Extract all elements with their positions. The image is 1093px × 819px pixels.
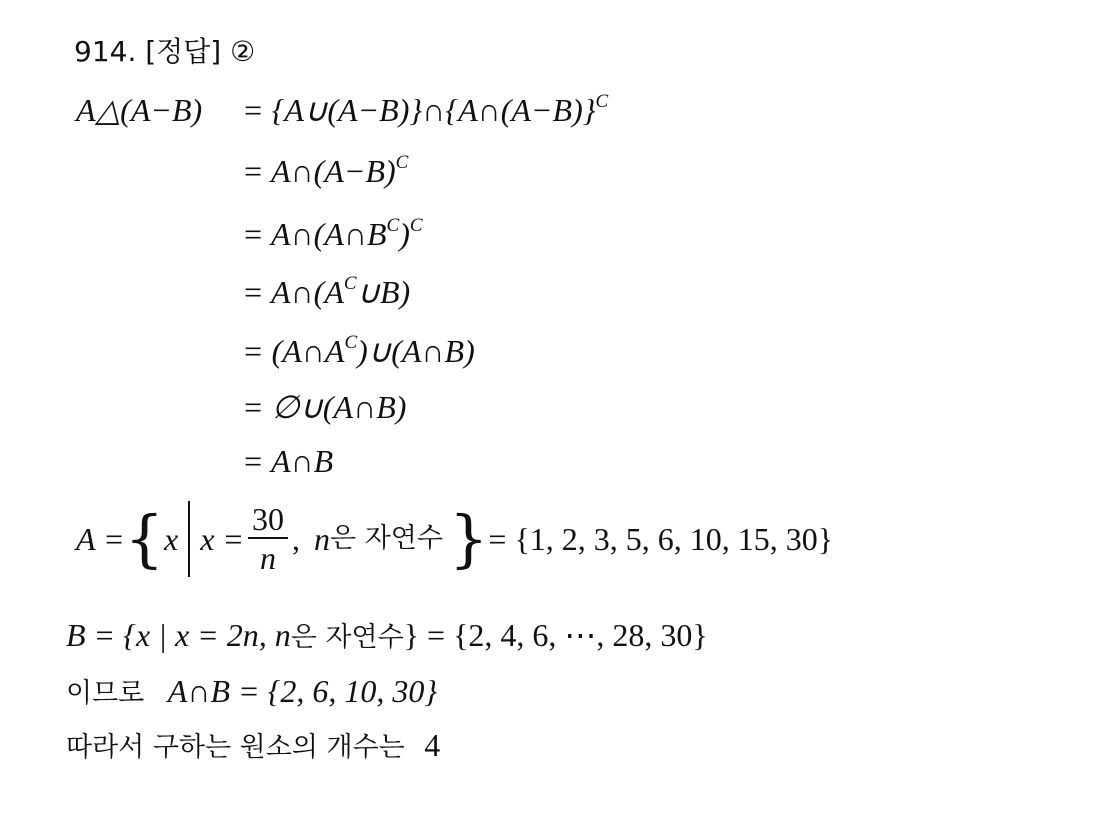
derivation-step-5: = $(A\cap A^C)\cup(A\cap B)$ xyxy=(242,332,475,369)
derivation-lhs: A△(A−B) xyxy=(76,92,203,128)
problem-number: 914. xyxy=(74,35,137,68)
derivation-step-1: = {A∪(A−B)}∩{A∩(A−B)}$^C$ xyxy=(242,91,609,128)
answer-value: ② xyxy=(230,35,256,68)
derivation-step-7: = A∩B xyxy=(242,443,334,479)
derivation-step-4: = $A\cap(A^C\cup B)$ xyxy=(242,273,411,310)
such-that-bar xyxy=(188,501,190,577)
set-b-definition: B = {x | x = 2n, n은 자연수} = {2, 4, 6, ⋯, 28, 30} xyxy=(66,617,708,653)
derivation-step-2: = $A\cap(A-B)^C$ xyxy=(242,152,409,189)
derivation-step-3: = $A\cap(A\cap B^C)^C$ xyxy=(242,215,423,252)
intersection-line: 이므로 A∩B = {2, 6, 10, 30} xyxy=(66,673,438,709)
right-brace-symbol: } xyxy=(448,502,489,575)
left-brace-symbol: { xyxy=(124,502,165,575)
answer-tag: [정답] xyxy=(145,35,222,68)
problem-header xyxy=(74,32,255,72)
conclusion-line: 따라서 구하는 원소의 개수는 4 xyxy=(66,727,441,763)
set-a-definition: A = { x x = $\frac{30}{n}$ , n 은 자연수 } = {1, 2, 3, 5, 6, 10, 15, 30} xyxy=(76,501,834,576)
derivation-step-6: = ∅∪(A∩B) xyxy=(242,389,407,425)
fraction-30-over-n: $\frac{30}{n}$ xyxy=(248,501,288,577)
